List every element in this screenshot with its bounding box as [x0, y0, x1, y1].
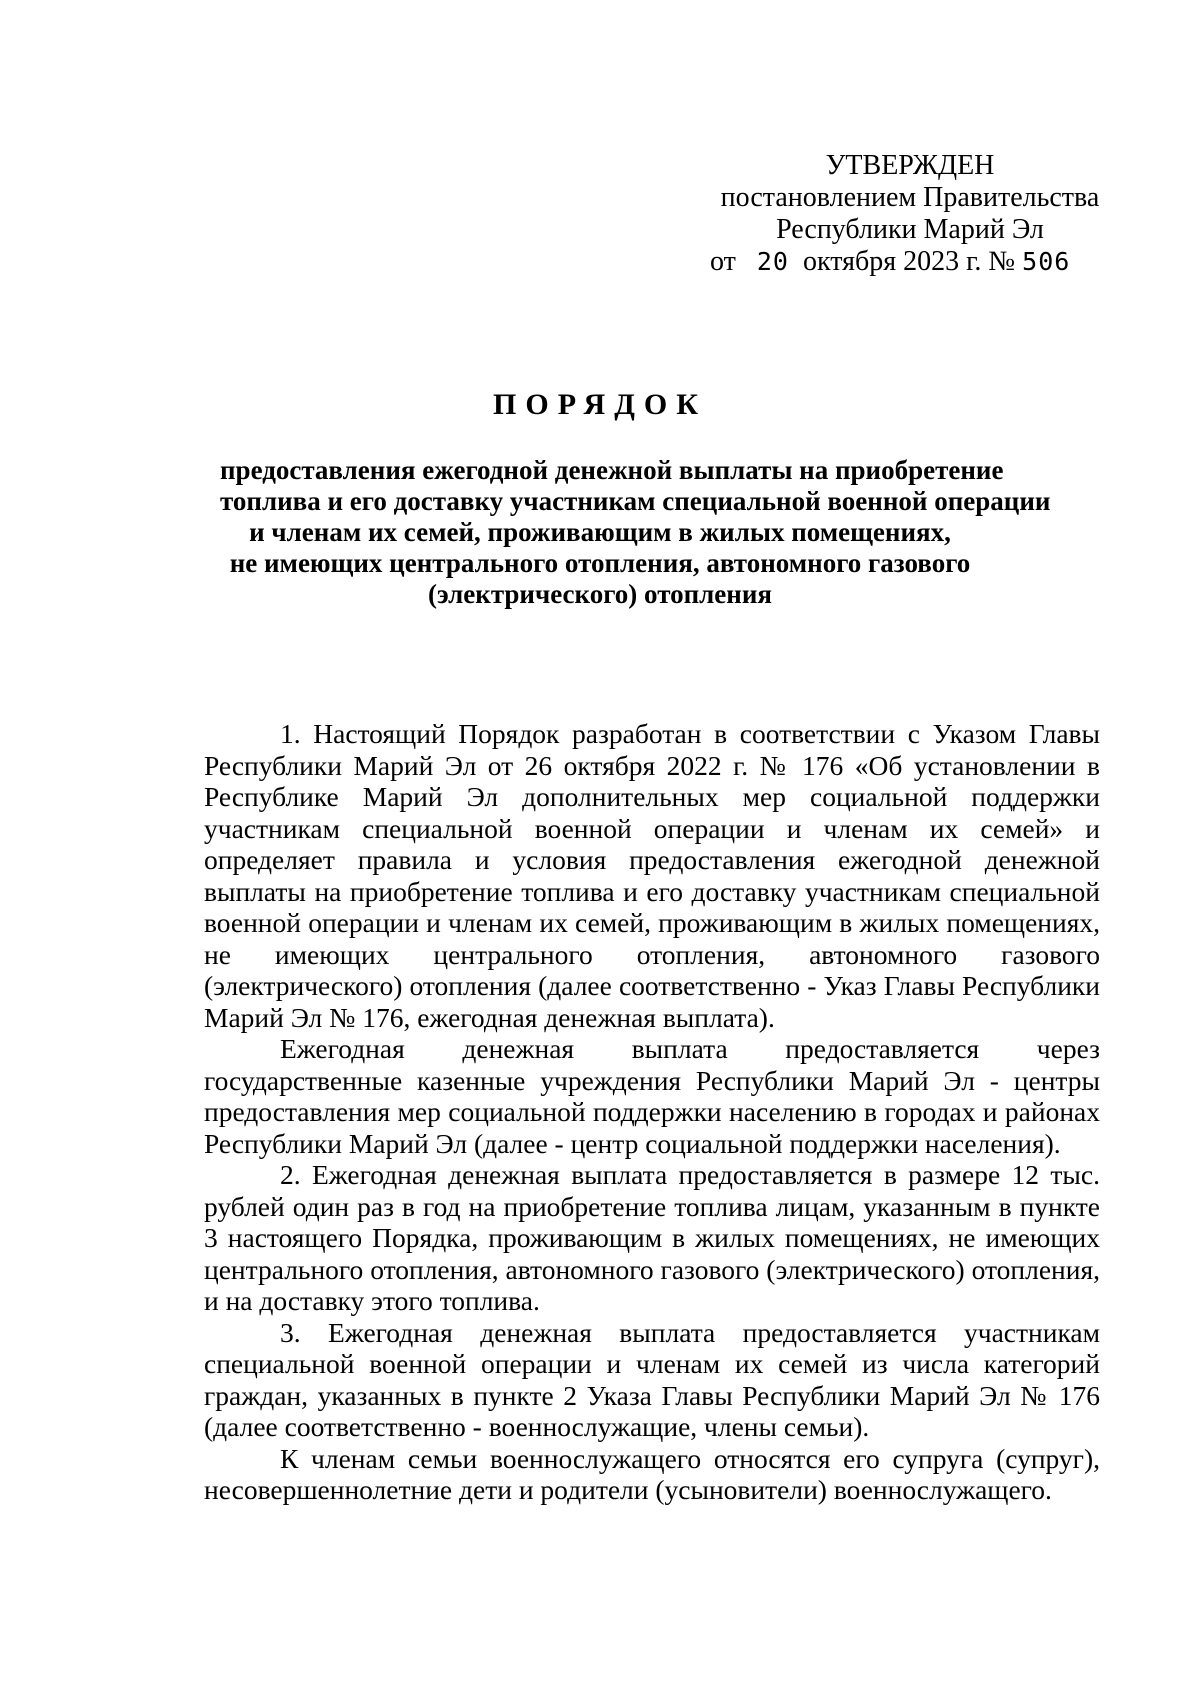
- paragraph-2: 2. Ежегодная денежная выплата предоставляется в размере 12 тыс. рублей один раз в год на приобретение топлива лицам, указанным в пункте 3 настоящего Порядка, проживающим в жилых помещениях, не имеющих центрального отопления, автономного газового (электрического) отопления, и на доставку этого топлива.: [204, 1159, 1100, 1316]
- date-month-year: октября 2023 г. №: [802, 246, 1016, 277]
- subtitle-line: не имеющих центрального отопления, автономного газового: [229, 548, 971, 578]
- date-day: 20: [756, 247, 789, 276]
- document-title: ПОРЯДОК: [493, 388, 707, 421]
- paragraph-3-continued: К членам семьи военнослужащего относятся его супруга (супруг), несовершеннолетние дети и родители (усыновители) военнослужащего.: [204, 1442, 1100, 1505]
- subtitle-line: (электрического) отопления: [427, 579, 773, 609]
- approval-republic: Республики Марий Эл: [776, 214, 1044, 245]
- paragraph-3: 3. Ежегодная денежная выплата предоставляется участникам специальной военной операции и членам их семей из числа категорий граждан, указанных в пункте 2 Указа Главы Республики Марий Эл № 176 (далее соответственно - военнослужащие, члены семьи).: [204, 1316, 1100, 1442]
- paragraph-1-continued: Ежегодная денежная выплата предоставляется через государственные казенные учреждения Республики Марий Эл - центры предоставления мер социальной поддержки населению в городах и районах Республики Марий Эл (далее - центр социальной поддержки населения).: [204, 1033, 1100, 1159]
- subtitle-line: предоставления ежегодной денежной выплаты на приобретение: [220, 455, 1004, 485]
- approval-heading: УТВЕРЖДЕН: [825, 150, 995, 181]
- document-subtitle: [220, 455, 1051, 610]
- paragraph-1: 1. Настоящий Порядок разработан в соответствии с Указом Главы Республики Марий Эл от 26 октября 2022 г. № 176 «Об установлении в Республике Марий Эл дополнительных мер социальной поддержки участникам специальной военной операции и членам их семей» и определяет правила и условия предоставления ежегодной денежной выплаты на приобретение топлива и его доставку участникам специальной военной операции и членам их семей, проживающим в жилых помещениях, не имеющих центрального отопления, автономного газового (электрического) отопления (далее соответственно - Указ Главы Республики Марий Эл № 176, ежегодная денежная выплата).: [204, 718, 1100, 1033]
- date-prefix: от: [710, 246, 736, 277]
- approval-authority: постановлением Правительства: [720, 182, 1100, 213]
- approval-stamp: [700, 150, 1120, 278]
- subtitle-line: и членам их семей, проживающим в жилых помещениях,: [249, 517, 951, 547]
- document-number: 506: [1022, 247, 1071, 276]
- approval-date-line: [700, 246, 1120, 278]
- document-body: [204, 718, 1100, 1506]
- subtitle-line: топлива и его доставку участникам специальной военной операции: [220, 486, 1051, 516]
